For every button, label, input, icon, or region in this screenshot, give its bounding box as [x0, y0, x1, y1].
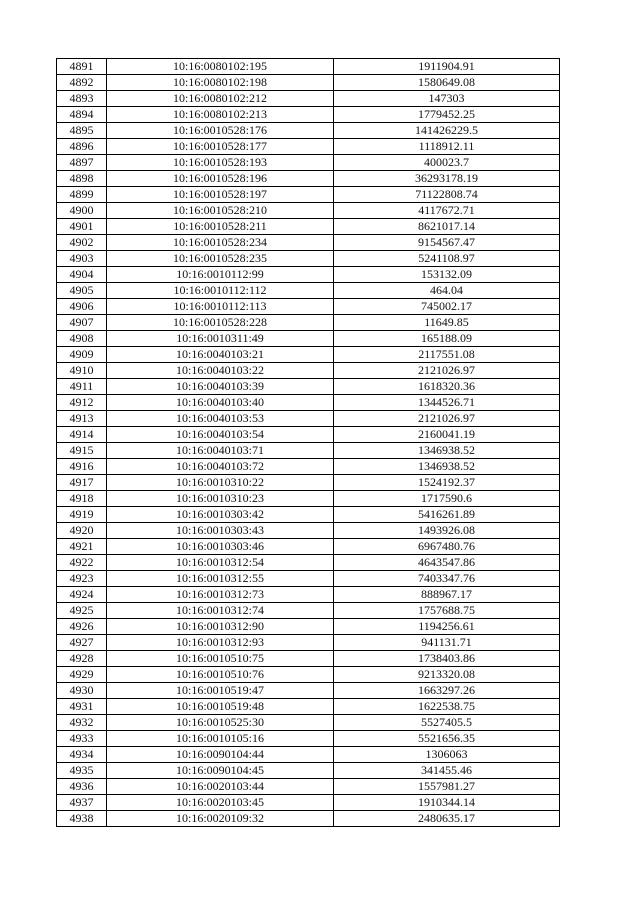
row-number-cell: 4913 — [57, 411, 107, 427]
value-cell: 400023.7 — [334, 155, 560, 171]
cadastral-number-cell: 10:16:0010310:23 — [107, 491, 334, 507]
value-cell: 2117551.08 — [334, 347, 560, 363]
cadastral-number-cell: 10:16:0010528:210 — [107, 203, 334, 219]
table-row — [57, 763, 560, 779]
table-row — [57, 251, 560, 267]
row-number-cell: 4934 — [57, 747, 107, 763]
table-row — [57, 75, 560, 91]
row-number-cell: 4920 — [57, 523, 107, 539]
row-number-cell: 4935 — [57, 763, 107, 779]
table-row — [57, 523, 560, 539]
cadastral-number-cell: 10:16:0010528:234 — [107, 235, 334, 251]
cadastral-number-cell: 10:16:0010312:93 — [107, 635, 334, 651]
table-row — [57, 475, 560, 491]
value-cell: 1493926.08 — [334, 523, 560, 539]
row-number-cell: 4919 — [57, 507, 107, 523]
cadastral-number-cell: 10:16:0010112:112 — [107, 283, 334, 299]
row-number-cell: 4911 — [57, 379, 107, 395]
value-cell: 9154567.47 — [334, 235, 560, 251]
row-number-cell: 4930 — [57, 683, 107, 699]
cadastral-number-cell: 10:16:0010303:43 — [107, 523, 334, 539]
row-number-cell: 4931 — [57, 699, 107, 715]
table-row — [57, 235, 560, 251]
row-number-cell: 4895 — [57, 123, 107, 139]
table-row — [57, 283, 560, 299]
cadastral-number-cell: 10:16:0020103:45 — [107, 795, 334, 811]
value-cell: 8621017.14 — [334, 219, 560, 235]
table-row — [57, 731, 560, 747]
table-row — [57, 619, 560, 635]
table-row — [57, 427, 560, 443]
table-row — [57, 507, 560, 523]
cadastral-number-cell: 10:16:0010528:228 — [107, 315, 334, 331]
table-row — [57, 315, 560, 331]
cadastral-number-cell: 10:16:0010105:16 — [107, 731, 334, 747]
value-cell: 1118912.11 — [334, 139, 560, 155]
table-row — [57, 491, 560, 507]
value-cell: 9213320.08 — [334, 667, 560, 683]
row-number-cell: 4903 — [57, 251, 107, 267]
row-number-cell: 4933 — [57, 731, 107, 747]
table-row — [57, 331, 560, 347]
cadastral-number-cell: 10:16:0010519:48 — [107, 699, 334, 715]
table-row — [57, 59, 560, 75]
row-number-cell: 4936 — [57, 779, 107, 795]
value-cell: 1194256.61 — [334, 619, 560, 635]
cadastral-number-cell: 10:16:0010303:46 — [107, 539, 334, 555]
value-cell: 1346938.52 — [334, 443, 560, 459]
cadastral-number-cell: 10:16:0080102:195 — [107, 59, 334, 75]
row-number-cell: 4906 — [57, 299, 107, 315]
row-number-cell: 4899 — [57, 187, 107, 203]
row-number-cell: 4921 — [57, 539, 107, 555]
table-row — [57, 571, 560, 587]
row-number-cell: 4918 — [57, 491, 107, 507]
value-cell: 341455.46 — [334, 763, 560, 779]
table-body — [57, 59, 560, 827]
row-number-cell: 4905 — [57, 283, 107, 299]
table-row — [57, 395, 560, 411]
cadastral-value-table — [56, 58, 560, 827]
value-cell: 1580649.08 — [334, 75, 560, 91]
cadastral-number-cell: 10:16:0010312:54 — [107, 555, 334, 571]
row-number-cell: 4902 — [57, 235, 107, 251]
row-number-cell: 4904 — [57, 267, 107, 283]
cadastral-number-cell: 10:16:0010312:90 — [107, 619, 334, 635]
cadastral-number-cell: 10:16:0040103:39 — [107, 379, 334, 395]
value-cell: 5416261.89 — [334, 507, 560, 523]
cadastral-number-cell: 10:16:0010312:73 — [107, 587, 334, 603]
cadastral-number-cell: 10:16:0020103:44 — [107, 779, 334, 795]
table-row — [57, 379, 560, 395]
cadastral-number-cell: 10:16:0010311:49 — [107, 331, 334, 347]
value-cell: 1622538.75 — [334, 699, 560, 715]
value-cell: 153132.09 — [334, 267, 560, 283]
cadastral-number-cell: 10:16:0010525:30 — [107, 715, 334, 731]
row-number-cell: 4937 — [57, 795, 107, 811]
table-row — [57, 587, 560, 603]
cadastral-number-cell: 10:16:0010528:177 — [107, 139, 334, 155]
row-number-cell: 4901 — [57, 219, 107, 235]
table-row — [57, 683, 560, 699]
cadastral-number-cell: 10:16:0010519:47 — [107, 683, 334, 699]
row-number-cell: 4893 — [57, 91, 107, 107]
value-cell: 7403347.76 — [334, 571, 560, 587]
cadastral-number-cell: 10:16:0080102:213 — [107, 107, 334, 123]
row-number-cell: 4900 — [57, 203, 107, 219]
row-number-cell: 4908 — [57, 331, 107, 347]
table-row — [57, 459, 560, 475]
row-number-cell: 4894 — [57, 107, 107, 123]
cadastral-number-cell: 10:16:0080102:198 — [107, 75, 334, 91]
value-cell: 165188.09 — [334, 331, 560, 347]
value-cell: 1618320.36 — [334, 379, 560, 395]
table-row — [57, 187, 560, 203]
table-row — [57, 603, 560, 619]
value-cell: 6967480.76 — [334, 539, 560, 555]
row-number-cell: 4892 — [57, 75, 107, 91]
value-cell: 5521656.35 — [334, 731, 560, 747]
value-cell: 141426229.5 — [334, 123, 560, 139]
cadastral-number-cell: 10:16:0020109:32 — [107, 811, 334, 827]
row-number-cell: 4896 — [57, 139, 107, 155]
row-number-cell: 4916 — [57, 459, 107, 475]
row-number-cell: 4938 — [57, 811, 107, 827]
cadastral-number-cell: 10:16:0090104:44 — [107, 747, 334, 763]
table-row — [57, 795, 560, 811]
value-cell: 36293178.19 — [334, 171, 560, 187]
row-number-cell: 4929 — [57, 667, 107, 683]
row-number-cell: 4912 — [57, 395, 107, 411]
cadastral-number-cell: 10:16:0090104:45 — [107, 763, 334, 779]
cadastral-number-cell: 10:16:0010528:197 — [107, 187, 334, 203]
row-number-cell: 4909 — [57, 347, 107, 363]
cadastral-number-cell: 10:16:0010528:211 — [107, 219, 334, 235]
table-row — [57, 555, 560, 571]
value-cell: 1910344.14 — [334, 795, 560, 811]
row-number-cell: 4924 — [57, 587, 107, 603]
row-number-cell: 4915 — [57, 443, 107, 459]
value-cell: 1717590.6 — [334, 491, 560, 507]
row-number-cell: 4898 — [57, 171, 107, 187]
value-cell: 4117672.71 — [334, 203, 560, 219]
value-cell: 4643547.86 — [334, 555, 560, 571]
table-row — [57, 347, 560, 363]
cadastral-number-cell: 10:16:0040103:40 — [107, 395, 334, 411]
value-cell: 1911904.91 — [334, 59, 560, 75]
table-row — [57, 811, 560, 827]
cadastral-number-cell: 10:16:0040103:22 — [107, 363, 334, 379]
table-row — [57, 267, 560, 283]
table-row — [57, 203, 560, 219]
row-number-cell: 4914 — [57, 427, 107, 443]
table-row — [57, 123, 560, 139]
row-number-cell: 4910 — [57, 363, 107, 379]
value-cell: 5241108.97 — [334, 251, 560, 267]
cadastral-number-cell: 10:16:0010528:196 — [107, 171, 334, 187]
table-row — [57, 747, 560, 763]
table-row — [57, 155, 560, 171]
table-row — [57, 299, 560, 315]
row-number-cell: 4917 — [57, 475, 107, 491]
value-cell: 941131.71 — [334, 635, 560, 651]
value-cell: 1306063 — [334, 747, 560, 763]
cadastral-number-cell: 10:16:0010510:76 — [107, 667, 334, 683]
table-row — [57, 715, 560, 731]
value-cell: 1663297.26 — [334, 683, 560, 699]
table-row — [57, 363, 560, 379]
table-row — [57, 171, 560, 187]
cadastral-number-cell: 10:16:0010112:113 — [107, 299, 334, 315]
cadastral-number-cell: 10:16:0010312:55 — [107, 571, 334, 587]
table-row — [57, 699, 560, 715]
table-row — [57, 779, 560, 795]
row-number-cell: 4932 — [57, 715, 107, 731]
cadastral-number-cell: 10:16:0040103:54 — [107, 427, 334, 443]
cadastral-number-cell: 10:16:0010528:176 — [107, 123, 334, 139]
cadastral-number-cell: 10:16:0040103:21 — [107, 347, 334, 363]
cadastral-number-cell: 10:16:0080102:212 — [107, 91, 334, 107]
value-cell: 464.04 — [334, 283, 560, 299]
cadastral-number-cell: 10:16:0010312:74 — [107, 603, 334, 619]
row-number-cell: 4925 — [57, 603, 107, 619]
table-row — [57, 667, 560, 683]
cadastral-number-cell: 10:16:0040103:71 — [107, 443, 334, 459]
cadastral-number-cell: 10:16:0010310:22 — [107, 475, 334, 491]
row-number-cell: 4928 — [57, 651, 107, 667]
value-cell: 11649.85 — [334, 315, 560, 331]
value-cell: 1524192.37 — [334, 475, 560, 491]
table-row — [57, 443, 560, 459]
cadastral-number-cell: 10:16:0010528:235 — [107, 251, 334, 267]
row-number-cell: 4897 — [57, 155, 107, 171]
table-row — [57, 91, 560, 107]
value-cell: 2480635.17 — [334, 811, 560, 827]
value-cell: 2160041.19 — [334, 427, 560, 443]
value-cell: 71122808.74 — [334, 187, 560, 203]
table-row — [57, 539, 560, 555]
value-cell: 2121026.97 — [334, 411, 560, 427]
value-cell: 888967.17 — [334, 587, 560, 603]
value-cell: 1757688.75 — [334, 603, 560, 619]
value-cell: 1346938.52 — [334, 459, 560, 475]
value-cell: 5527405.5 — [334, 715, 560, 731]
table-row — [57, 219, 560, 235]
table-row — [57, 411, 560, 427]
table-row — [57, 651, 560, 667]
value-cell: 745002.17 — [334, 299, 560, 315]
table-row — [57, 635, 560, 651]
cadastral-number-cell: 10:16:0010303:42 — [107, 507, 334, 523]
value-cell: 1557981.27 — [334, 779, 560, 795]
table-row — [57, 139, 560, 155]
value-cell: 1738403.86 — [334, 651, 560, 667]
value-cell: 2121026.97 — [334, 363, 560, 379]
row-number-cell: 4927 — [57, 635, 107, 651]
cadastral-number-cell: 10:16:0040103:53 — [107, 411, 334, 427]
cadastral-number-cell: 10:16:0010510:75 — [107, 651, 334, 667]
row-number-cell: 4926 — [57, 619, 107, 635]
value-cell: 1344526.71 — [334, 395, 560, 411]
cadastral-number-cell: 10:16:0010528:193 — [107, 155, 334, 171]
value-cell: 1779452.25 — [334, 107, 560, 123]
row-number-cell: 4907 — [57, 315, 107, 331]
cadastral-number-cell: 10:16:0010112:99 — [107, 267, 334, 283]
table-row — [57, 107, 560, 123]
row-number-cell: 4922 — [57, 555, 107, 571]
value-cell: 147303 — [334, 91, 560, 107]
row-number-cell: 4891 — [57, 59, 107, 75]
row-number-cell: 4923 — [57, 571, 107, 587]
cadastral-number-cell: 10:16:0040103:72 — [107, 459, 334, 475]
